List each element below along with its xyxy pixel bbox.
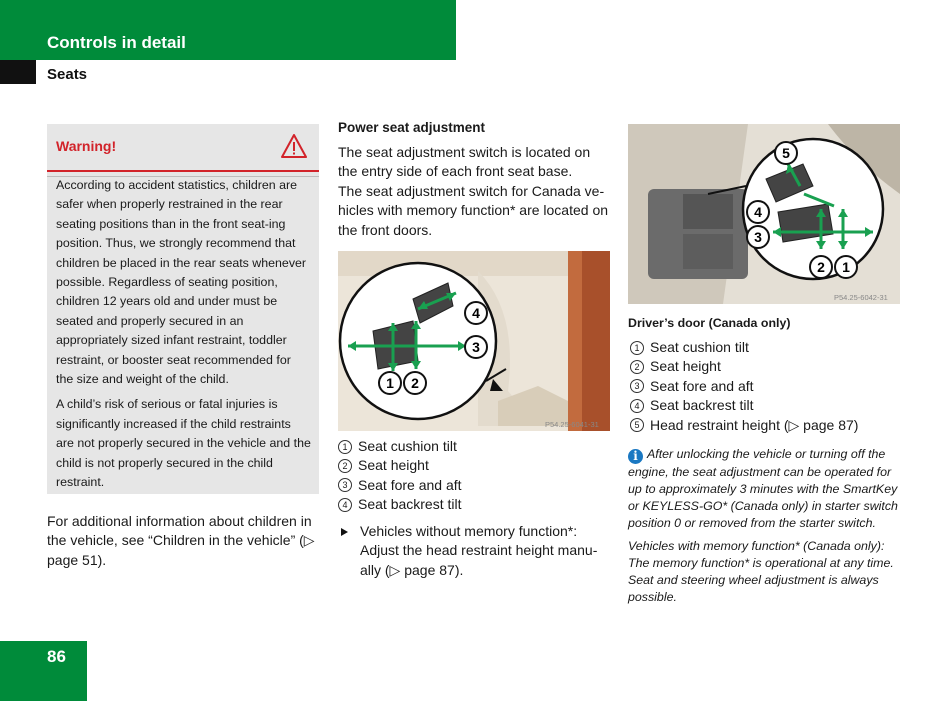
power-seat-intro-canada: The seat adjustment switch for Canada ve-hicles with memory function* are located on the front doors. bbox=[338, 182, 609, 238]
drivers-door-figure bbox=[628, 124, 900, 304]
power-seat-section bbox=[338, 120, 613, 240]
item-label: Seat fore and aft bbox=[358, 476, 462, 493]
list-item bbox=[630, 357, 858, 376]
warning-paragraph: According to accident statistics, children are safer when properly restrained in the rear seating positions than in the front seat-ing position. Thus, we strongly recommend that children be placed in the rear seats whenever possible. Regardless of seating position, children 12 years old and under must be seated and properly secured in an appropriately sized infant restraint, toddler restraint, or booster seat recommended for the size and weight of the child. bbox=[56, 178, 307, 387]
warning-header bbox=[47, 124, 319, 172]
svg-text:4: 4 bbox=[754, 204, 762, 220]
warning-body bbox=[56, 176, 311, 499]
svg-text:2: 2 bbox=[817, 259, 825, 275]
section-title: Seats bbox=[47, 66, 88, 83]
svg-text:1: 1 bbox=[842, 259, 850, 275]
memory-note: Vehicles with memory function* (Canada only): The memory function* is operational at any time. Seat and steering wheel adjustment is always possible. bbox=[628, 539, 894, 604]
svg-text:3: 3 bbox=[754, 229, 762, 245]
item-label: Seat height bbox=[358, 457, 429, 474]
item-label: Seat cushion tilt bbox=[650, 339, 749, 355]
item-label: Seat fore and aft bbox=[650, 377, 754, 394]
item-label: Seat height bbox=[650, 358, 721, 375]
instruction-text: Vehicles without memory function*: Adjust the head restraint height manu-ally (▷ page 87). bbox=[360, 523, 598, 578]
power-seat-intro: The seat adjustment switch is located on the entry side of each front seat base. bbox=[338, 144, 591, 180]
item-number: 3 bbox=[630, 379, 644, 393]
page-number: 86 bbox=[47, 647, 66, 666]
item-number: 2 bbox=[338, 459, 352, 473]
item-label: Seat backrest tilt bbox=[358, 496, 462, 513]
section-marker bbox=[0, 60, 36, 84]
list-item bbox=[338, 437, 462, 456]
power-seat-heading: Power seat adjustment bbox=[338, 120, 486, 135]
item-number: 5 bbox=[630, 418, 644, 432]
item-number: 3 bbox=[338, 478, 352, 492]
figure-caption: Driver’s door (Canada only) bbox=[628, 316, 791, 330]
warning-label: Warning! bbox=[56, 138, 117, 154]
item-number: 4 bbox=[338, 498, 352, 512]
figure-code: P54.25-6041-31 bbox=[545, 420, 599, 429]
list-item bbox=[630, 416, 858, 435]
info-note bbox=[628, 446, 902, 612]
svg-text:1: 1 bbox=[386, 375, 394, 391]
warning-triangle-icon bbox=[281, 133, 307, 159]
svg-text:5: 5 bbox=[782, 145, 790, 161]
svg-text:4: 4 bbox=[472, 305, 480, 321]
seat-switch-figure bbox=[338, 251, 610, 431]
info-paragraph bbox=[628, 446, 902, 532]
warning-paragraph: A child’s risk of serious or fatal injuries is significantly increased if the child restraints are not properly secured in the vehicle and the child is not properly secured in the child restraint. bbox=[56, 397, 311, 490]
door-control-list bbox=[630, 338, 858, 435]
warning-box bbox=[47, 124, 319, 494]
item-number: 1 bbox=[630, 341, 644, 355]
item-label: Seat cushion tilt bbox=[358, 438, 457, 454]
svg-text:2: 2 bbox=[411, 375, 419, 391]
item-label: Head restraint height (▷ page 87) bbox=[650, 416, 859, 433]
list-item bbox=[630, 338, 858, 357]
chapter-title: Controls in detail bbox=[47, 33, 186, 52]
list-item bbox=[338, 495, 462, 514]
svg-text:3: 3 bbox=[472, 339, 480, 355]
list-item bbox=[338, 456, 462, 475]
additional-info-text: For additional information about children in the vehicle, see “Children in the vehicle” (▷ page 51). bbox=[47, 513, 315, 568]
seat-control-list bbox=[338, 437, 462, 515]
info-icon: i bbox=[628, 449, 643, 464]
info-text: After unlocking the vehicle or turning off the engine, the seat adjustment can be operated for up to approximately 3 minutes with the SmartKey or KEYLESS-GO* (Canada only) in starter switch position 0 or removed from the starter switch. bbox=[628, 447, 898, 530]
list-item bbox=[338, 476, 462, 495]
seat-switch-illustration bbox=[338, 251, 610, 431]
door-switch-illustration bbox=[628, 124, 900, 304]
figure-code: P54.25-6042-31 bbox=[834, 293, 888, 302]
item-number: 2 bbox=[630, 360, 644, 374]
item-label: Seat backrest tilt bbox=[650, 397, 754, 414]
item-number: 1 bbox=[338, 440, 352, 454]
list-item bbox=[630, 377, 858, 396]
bullet-triangle-icon bbox=[341, 528, 348, 536]
item-number: 4 bbox=[630, 399, 644, 413]
page-tab bbox=[0, 641, 87, 701]
list-item bbox=[630, 396, 858, 415]
instruction-bullet bbox=[338, 522, 613, 580]
